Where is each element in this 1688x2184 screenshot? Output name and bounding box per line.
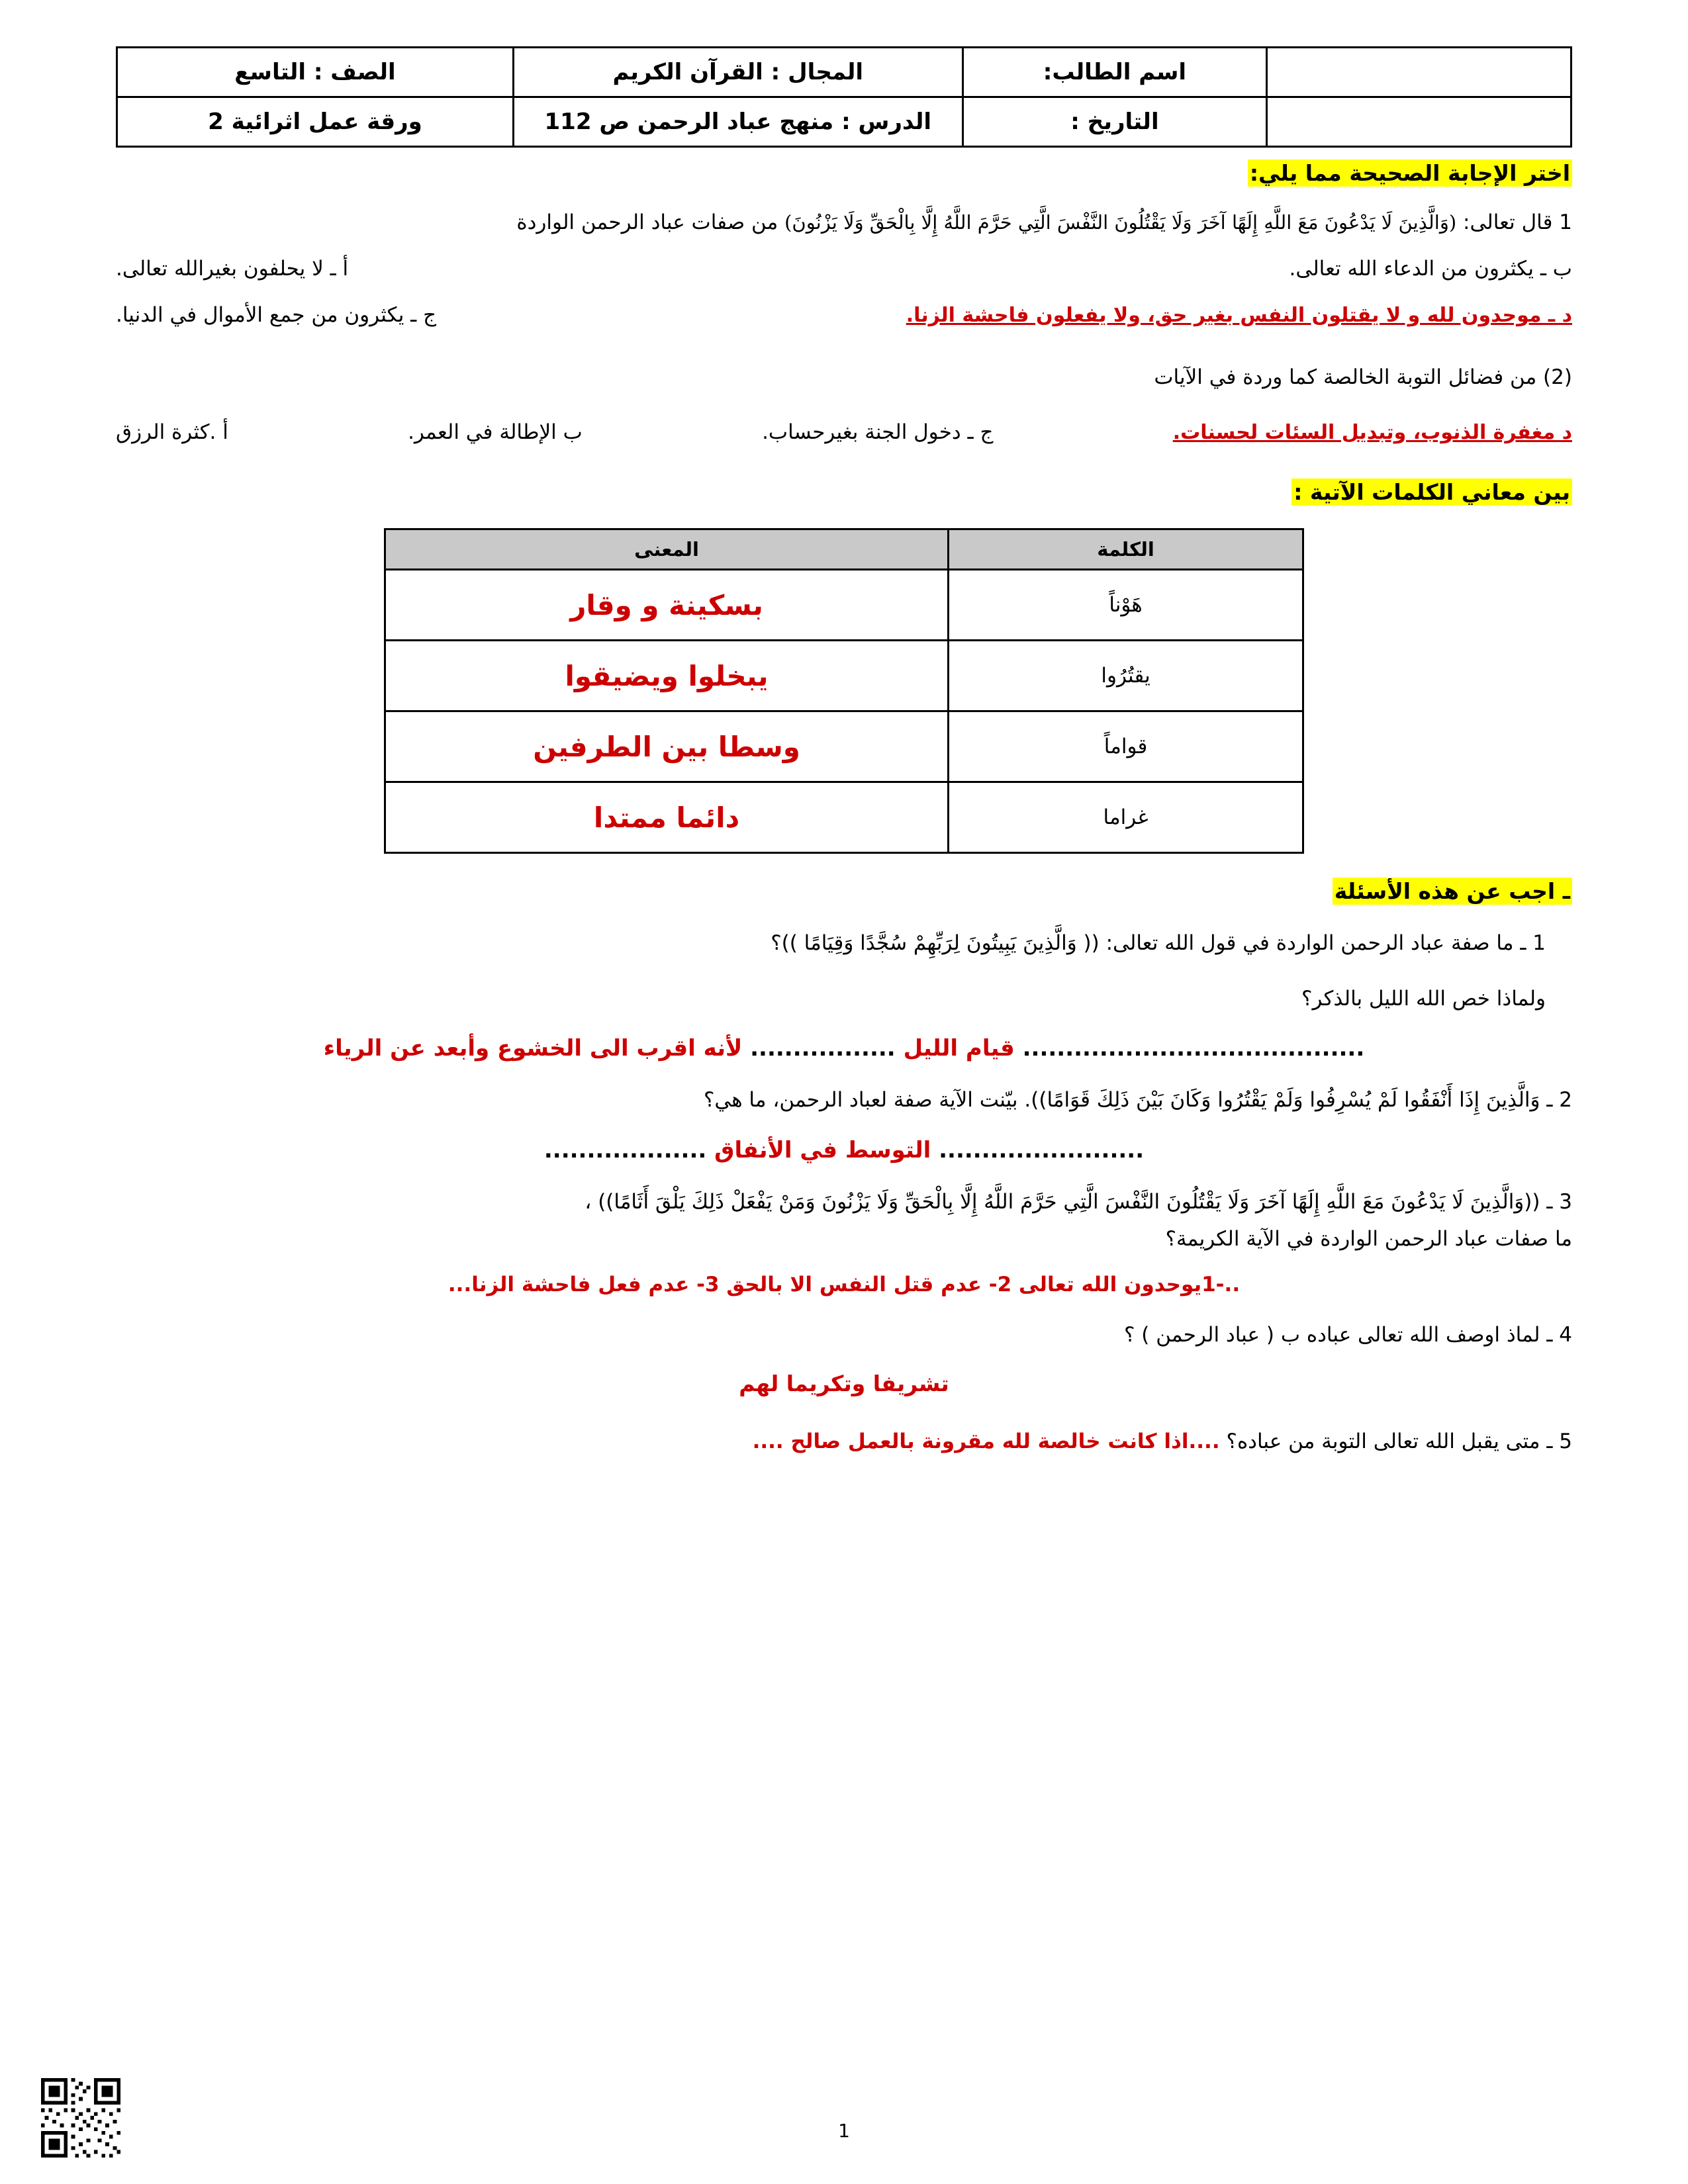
table-row [385,641,1303,711]
meanings-header-word: الكلمة [949,529,1303,570]
answer-question3-answer: ..-1يوحدون الله تعالى 2- عدم قتل النفس الا بالحق 3- عدم فعل فاحشة الزنا... [447,1273,1241,1297]
meanings-meaning: دائما ممتدا [385,782,949,853]
header-blank-cell-2 [1267,97,1571,147]
section2-title-row [116,478,1572,506]
dots-leading-2: ........................ [939,1136,1145,1163]
dots-trailing-2: ................... [543,1136,707,1163]
meanings-header-meaning: المعنى [385,529,949,570]
meanings-word: هَوْناً [949,570,1303,641]
page-content [116,46,1572,1458]
table-row [385,570,1303,641]
answer-question3-text: 3 ـ ((وَالَّذِينَ لَا يَدْعُونَ مَعَ اللَّهِ إِلَهًا آخَرَ وَلَا يَقْتُلُونَ النَّفْسَ الَّتِي حَرَّمَ اللَّهُ إِلَّا بِالْحَقِّ وَلَا يَزْنُونَ وَمَنْ يَفْعَلْ ذَلِكَ يَلْقَ أَثَامًا)) ، [585,1189,1572,1214]
answer-question1-left: لأنه اقرب الى الخشوع وأبعد عن الرياء [323,1035,743,1062]
meanings-word: غراما [949,782,1303,853]
answer-question2-answer: التوسط في الأنفاق [714,1136,931,1163]
question1-option-c[interactable]: ج ـ يكثرون من جمع الأموال في الدنيا. [116,302,437,327]
grade-label: الصف : التاسع [117,48,514,97]
question2-options-row [116,420,1572,444]
question1-suffix: من صفات عباد الرحمن الواردة [516,210,778,234]
section3-title: ـ اجب عن هذه الأسئلة [1333,878,1572,905]
question1-number: 1 [1559,210,1572,234]
answer-question2-text: 2 ـ وَالَّذِينَ إِذَا أَنْفَقُوا لَمْ يُسْرِفُوا وَلَمْ يَقْتُرُوا وَكَانَ بَيْنَ ذَلِكَ قَوَامًا)). بيّنت الآية صفة لعباد الرحمن، ما هي؟ [703,1088,1572,1113]
table-row [385,711,1303,782]
header-info-table [116,46,1572,148]
page-number: 1 [838,2120,850,2142]
dots-middle: ................. [750,1035,896,1062]
answer-question1-answer-row [116,1035,1572,1062]
table-row [117,48,1571,97]
question1-option-a[interactable]: أ ـ لا يحلفون بغيرالله تعالى. [116,256,349,281]
section1-title: اختر الإجابة الصحيحة مما يلي: [1248,159,1572,187]
qr-code-icon [41,2078,120,2158]
answer-question4-text: 4 ـ لماذ اوصف الله تعالى عباده ب ( عباد الرحمن ) ؟ [1123,1323,1572,1347]
table-header-row [385,529,1303,570]
question2-text: (2) من فضائل التوبة الخالصة كما وردة في الآيات [1154,365,1572,389]
question1-options-row2 [116,303,1572,327]
answer-question1-text: 1 ـ ما صفة عباد الرحمن الواردة في قول الله تعالى: (( وَالَّذِينَ يَبِيتُونَ لِرَبِّهِمْ سُجَّدًا وَقِيَامًا ))؟ [771,931,1546,956]
lesson-label: الدرس : منهج عباد الرحمن ص 112 [514,97,963,147]
meanings-meaning: يبخلوا ويضيقوا [385,641,949,711]
table-row [117,97,1571,147]
table-row [385,782,1303,853]
date-label: التاريخ : [962,97,1267,147]
answer-question5-text: 5 ـ متى يقبل الله تعالى التوبة من عباده؟ [1226,1429,1572,1453]
answer-question5-row [116,1426,1572,1459]
meanings-meaning: وسطا بين الطرفين [385,711,949,782]
answer-question4-answer: تشريفا وتكريما لهم [739,1370,949,1396]
answer-question2-answer-row [116,1137,1572,1163]
section1-title-row [116,159,1572,187]
answer-question3-subtext: ما صفات عباد الرحمن الواردة في الآية الكريمة؟ [1165,1226,1572,1251]
answer-question1-subtext: ولماذا خص الله الليل بالذكر؟ [1301,986,1546,1011]
question2-option-a[interactable]: أ .كثرة الرزق [116,420,228,445]
meanings-word: قواماً [949,711,1303,782]
subject-label: المجال : القرآن الكريم [514,48,963,97]
question1-prefix: قال تعالى: [1463,210,1553,234]
header-blank-cell [1267,48,1571,97]
question1-option-b[interactable]: ب ـ يكثرون من الدعاء الله تعالى. [1289,256,1572,281]
section3-title-row [116,878,1572,905]
question1-option-d-selected[interactable]: د ـ موحدون لله و لا يقتلون النفس بغير حق، ولا يفعلون فاحشة الزنا. [906,303,1572,327]
question1-options-row1 [116,257,1572,281]
question1-ayah: (وَالَّذِينَ لَا يَدْعُونَ مَعَ اللَّهِ إِلَهًا آخَرَ وَلَا يَقْتُلُونَ النَّفْسَ الَّتِي حَرَّمَ اللَّهُ إِلَّا بِالْحَقِّ وَلَا يَزْنُونَ) [784,211,1457,234]
section2-title: بين معاني الكلمات الآتية : [1291,478,1572,506]
answer-question5-answer: ....اذا كانت خالصة لله مقرونة بالعمل صالح .... [752,1429,1220,1453]
dots-leading: ........................................ [1022,1035,1365,1062]
answer-question1-right: قيام الليل [903,1035,1015,1062]
worksheet-label: ورقة عمل اثرائية 2 [117,97,514,147]
meanings-table [384,528,1304,854]
question2-option-d-selected[interactable]: د مغفرة الذنوب، وتبديل السئات لحسنات. [1172,421,1572,445]
question2-option-b[interactable]: ب الإطالة في العمر. [408,420,583,445]
student-name-label: اسم الطالب: [962,48,1267,97]
meanings-meaning: بسكينة و وقار [385,570,949,641]
question2-option-c[interactable]: ج ـ دخول الجنة بغيرحساب. [762,420,994,445]
meanings-word: يقتُرُوا [949,641,1303,711]
question1-text [116,206,1572,240]
meanings-table-wrap [116,528,1572,854]
